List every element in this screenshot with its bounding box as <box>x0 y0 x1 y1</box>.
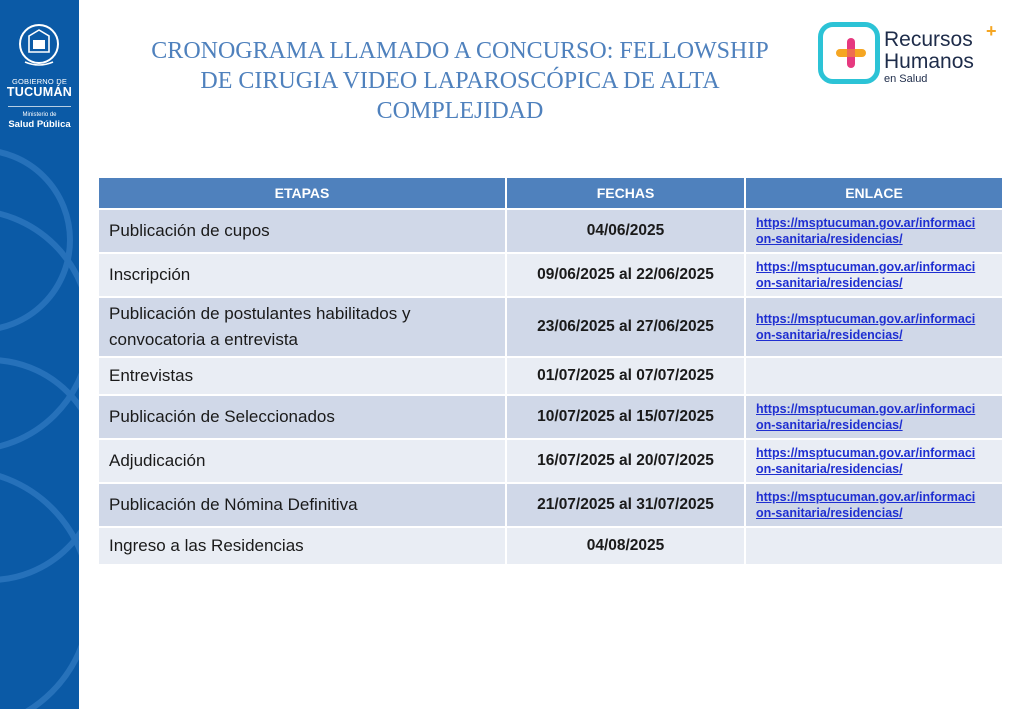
title-line2: DE CIRUGIA VIDEO LAPAROSCÓPICA DE ALTA <box>200 68 720 94</box>
page-title <box>120 36 800 126</box>
residencias-link[interactable]: https://msptucuman.gov.ar/informaci on-sanitaria/residencias/ <box>756 312 976 342</box>
table-row <box>98 439 1003 483</box>
government-crest-icon <box>17 22 61 70</box>
residencias-link[interactable]: https://msptucuman.gov.ar/informaci on-sanitaria/residencias/ <box>756 446 976 476</box>
stage-cell: Publicación de cupos <box>98 209 506 253</box>
link-cell <box>745 253 1003 297</box>
date-cell: 21/07/2025 al 31/07/2025 <box>506 483 745 527</box>
logo-text-line2: Humanos <box>884 50 974 73</box>
org-name-line1: GOBIERNO DE <box>11 77 68 86</box>
table-header-row <box>98 177 1003 209</box>
org-name-line2: TUCUMÁN <box>6 85 73 99</box>
link-cell <box>745 439 1003 483</box>
date-cell: 09/06/2025 al 22/06/2025 <box>506 253 745 297</box>
stage-cell: Ingreso a las Residencias <box>98 527 506 565</box>
table-row <box>98 209 1003 253</box>
header-enlace: ENLACE <box>745 177 1003 209</box>
table-row <box>98 483 1003 527</box>
logo-plus-icon: + <box>986 21 997 41</box>
stage-cell: Publicación de Nómina Definitiva <box>98 483 506 527</box>
stage-cell: Adjudicación <box>98 439 506 483</box>
link-cell <box>745 297 1003 357</box>
table-row <box>98 395 1003 439</box>
date-cell: 16/07/2025 al 20/07/2025 <box>506 439 745 483</box>
sidebar-divider <box>8 106 71 107</box>
logo-text-line1: Recursos <box>884 28 973 51</box>
stage-cell: Publicación de Seleccionados <box>98 395 506 439</box>
header-fechas: FECHAS <box>506 177 745 209</box>
ministry-line1: Ministerio de <box>22 112 57 118</box>
link-cell <box>745 209 1003 253</box>
link-cell-empty <box>745 527 1003 565</box>
link-cell <box>745 483 1003 527</box>
residencias-link[interactable]: https://msptucuman.gov.ar/informaci on-sanitaria/residencias/ <box>756 216 976 246</box>
date-cell: 23/06/2025 al 27/06/2025 <box>506 297 745 357</box>
table-row <box>98 357 1003 395</box>
date-cell: 01/07/2025 al 07/07/2025 <box>506 357 745 395</box>
title-line1: CRONOGRAMA LLAMADO A CONCURSO: FELLOWSHIP <box>151 38 769 64</box>
logo-cross-icon <box>836 38 866 68</box>
stage-cell: Inscripción <box>98 253 506 297</box>
stage-cell: Publicación de postulantes habilitados y convocatoria a entrevista <box>98 297 506 357</box>
stage-cell: Entrevistas <box>98 357 506 395</box>
header-etapas: ETAPAS <box>98 177 506 209</box>
date-cell: 04/06/2025 <box>506 209 745 253</box>
ministry-line2: Salud Pública <box>8 119 71 130</box>
residencias-link[interactable]: https://msptucuman.gov.ar/informaci on-sanitaria/residencias/ <box>756 490 976 520</box>
residencias-link[interactable]: https://msptucuman.gov.ar/informaci on-sanitaria/residencias/ <box>756 260 976 290</box>
table-row <box>98 253 1003 297</box>
link-cell-empty <box>745 357 1003 395</box>
logo-text-line3: en Salud <box>884 73 928 85</box>
residencias-link[interactable]: https://msptucuman.gov.ar/informaci on-sanitaria/residencias/ <box>756 402 976 432</box>
table-row <box>98 527 1003 565</box>
recursos-humanos-logo <box>818 22 1003 92</box>
table-row <box>98 297 1003 357</box>
link-cell <box>745 395 1003 439</box>
title-line3: COMPLEJIDAD <box>376 98 544 124</box>
schedule-table <box>97 176 1004 566</box>
date-cell: 10/07/2025 al 15/07/2025 <box>506 395 745 439</box>
date-cell: 04/08/2025 <box>506 527 745 565</box>
sidebar <box>0 0 79 709</box>
